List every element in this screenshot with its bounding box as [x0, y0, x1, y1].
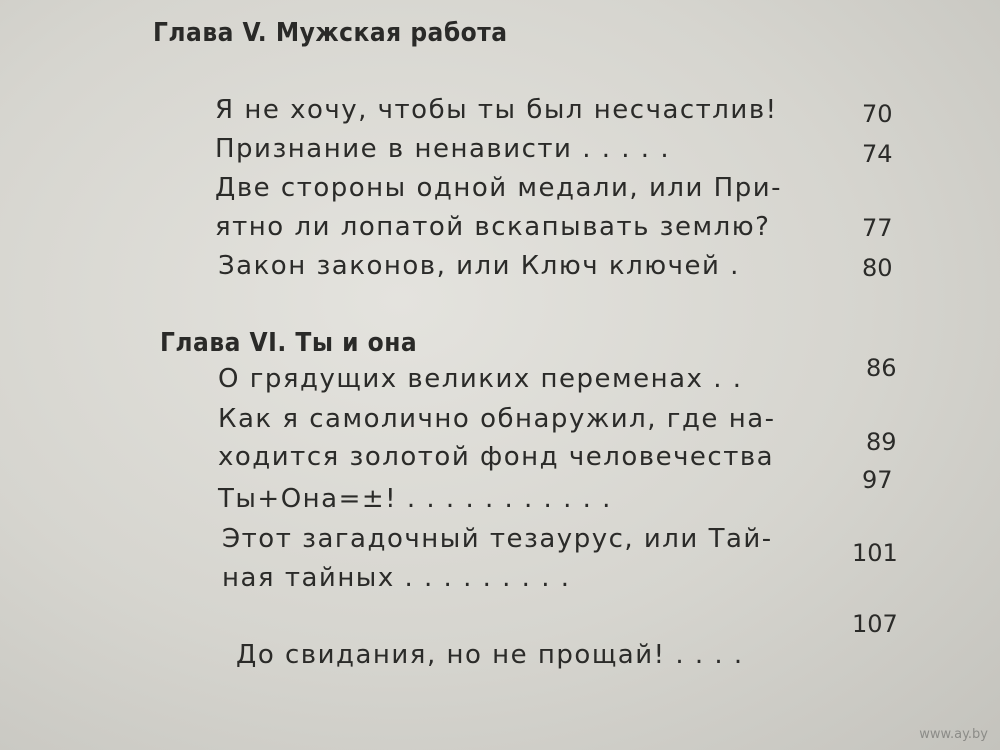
toc-entry-line: ходится золотой фонд человечества: [218, 442, 775, 472]
toc-page-number: 77: [862, 214, 893, 242]
toc-page-number: 80: [862, 254, 893, 282]
toc-page-number: 74: [862, 140, 893, 168]
toc-entry-line: Этот загадочный тезаурус, или Тай-: [222, 524, 773, 554]
toc-entry-line: Закон законов, или Ключ ключей .: [218, 251, 740, 281]
toc-entry-line: Признание в ненависти . . . . .: [215, 134, 671, 164]
chapter-title: Глава VI. Ты и она: [160, 328, 418, 358]
toc-page-number: 97: [862, 466, 893, 494]
toc-entry-line: Две стороны одной медали, или При-: [215, 173, 782, 203]
toc-entry-line: ная тайных . . . . . . . . .: [222, 563, 571, 593]
toc-page-number: 107: [852, 610, 898, 638]
watermark: www.ay.by: [919, 727, 988, 742]
toc-entry-line: До свидания, но не прощай! . . . .: [236, 640, 744, 670]
toc-entry-line: Как я самолично обнаружил, где на-: [218, 404, 776, 434]
toc-entry-line: Ты+Она=±! . . . . . . . . . . .: [218, 484, 612, 514]
toc-page-number: 101: [852, 539, 898, 567]
chapter-title: Глава V. Мужская работа: [153, 18, 508, 48]
toc-entry-line: Я не хочу, чтобы ты был несчастлив!: [215, 95, 778, 125]
toc-entry-line: ятно ли лопатой вскапывать землю?: [215, 212, 771, 242]
toc-page-number: 89: [866, 428, 897, 456]
toc-page-number: 86: [866, 354, 897, 382]
toc-entry-line: О грядущих великих переменах . .: [218, 364, 743, 394]
toc-page-number: 70: [862, 100, 893, 128]
